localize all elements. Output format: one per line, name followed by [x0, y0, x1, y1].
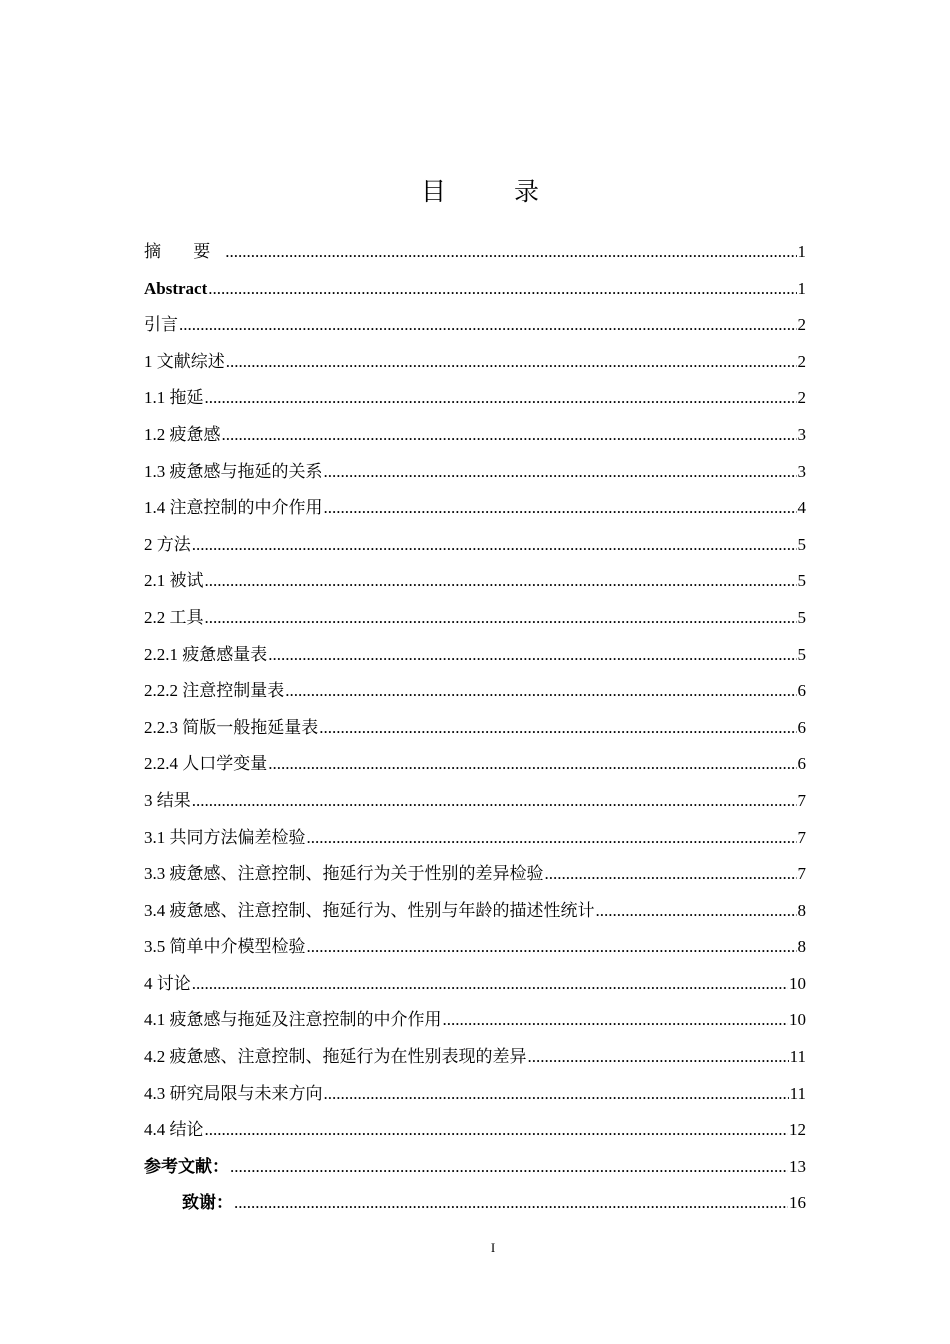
- toc-entry-page-number: 2: [797, 388, 806, 408]
- toc-entry-label: 3.5 简单中介模型检验: [144, 937, 306, 957]
- toc-entry-page-number: 5: [797, 571, 806, 591]
- toc-entry[interactable]: [144, 1002, 806, 1039]
- toc-entry[interactable]: [144, 490, 806, 527]
- toc-entry[interactable]: [144, 820, 806, 857]
- toc-entry-label: 3 结果: [144, 790, 191, 810]
- toc-dot-leader: [230, 1149, 788, 1186]
- toc-entry-page-number: 3: [797, 424, 806, 444]
- toc-entry-page-number: 7: [797, 827, 806, 847]
- toc-entry-label: 2.2.1 疲惫感量表: [144, 644, 268, 664]
- toc-entry[interactable]: [144, 454, 806, 491]
- toc-entry[interactable]: [144, 1149, 806, 1186]
- toc-entry[interactable]: [144, 600, 806, 637]
- toc-entry-page-number: 6: [797, 681, 806, 701]
- toc-entry-page-number: 11: [789, 1047, 806, 1067]
- toc-dot-leader: [319, 710, 796, 747]
- toc-entry-label: 1.4 注意控制的中介作用: [144, 498, 323, 518]
- toc-entry[interactable]: [144, 856, 806, 893]
- toc-dot-leader: [205, 1112, 789, 1149]
- toc-entry-page-number: 5: [797, 607, 806, 627]
- toc-entry-label: 3.1 共同方法偏差检验: [144, 827, 306, 847]
- toc-dot-leader: [268, 746, 796, 783]
- toc-dot-leader: [307, 820, 797, 857]
- toc-entry-label: 1 文献综述: [144, 351, 225, 371]
- toc-dot-leader: [179, 307, 797, 344]
- toc-entry-page-number: 6: [797, 754, 806, 774]
- toc-entry[interactable]: [144, 783, 806, 820]
- toc-entry[interactable]: [144, 1076, 806, 1113]
- toc-dot-leader: [234, 1185, 788, 1222]
- toc-entry-label: 引言: [144, 315, 178, 335]
- toc-entry[interactable]: [144, 637, 806, 674]
- toc-entry[interactable]: [144, 234, 806, 271]
- toc-entry[interactable]: [144, 893, 806, 930]
- toc-dot-leader: [285, 673, 796, 710]
- toc-entry-label: 1.1 拖延: [144, 388, 204, 408]
- toc-entry-label: 摘 要: [144, 242, 225, 261]
- toc-entry-page-number: 13: [789, 1156, 806, 1176]
- toc-entry-label: 2.2 工具: [144, 607, 204, 627]
- toc-entry-page-number: 12: [789, 1120, 806, 1140]
- toc-entry-label: 参考文献：: [144, 1156, 229, 1176]
- toc-entry-page-number: 11: [789, 1083, 806, 1103]
- toc-entry-page-number: 1: [797, 242, 806, 261]
- toc-entry-label: 1.3 疲惫感与拖延的关系: [144, 461, 323, 481]
- toc-entry-label: 4.3 研究局限与未来方向: [144, 1083, 323, 1103]
- toc-dot-leader: [192, 966, 788, 1003]
- toc-entry-page-number: 16: [789, 1193, 806, 1213]
- toc-entry-page-number: 3: [797, 461, 806, 481]
- toc-entry-page-number: 4: [797, 498, 806, 518]
- toc-dot-leader: [528, 1039, 789, 1076]
- page-title: 目 录: [421, 177, 569, 206]
- toc-entry-page-number: 1: [797, 278, 806, 298]
- toc-dot-leader: [268, 637, 796, 674]
- toc-dot-leader: [192, 527, 797, 564]
- toc-dot-leader: [307, 929, 797, 966]
- toc-entry[interactable]: [144, 1112, 806, 1149]
- toc-entry[interactable]: [144, 710, 806, 747]
- toc-dot-leader: [225, 234, 796, 271]
- toc-entry-page-number: 5: [797, 644, 806, 664]
- toc-dot-leader: [226, 344, 797, 381]
- toc-dot-leader: [205, 380, 797, 417]
- toc-entry-label: 4.2 疲惫感、注意控制、拖延行为在性别表现的差异: [144, 1047, 527, 1067]
- toc-dot-leader: [324, 454, 797, 491]
- toc-entry-label: 4.4 结论: [144, 1120, 204, 1140]
- toc-entry-page-number: 8: [797, 900, 806, 920]
- footer-page-number: I: [490, 1240, 496, 1255]
- toc-entry-page-number: 2: [797, 351, 806, 371]
- toc-entry-page-number: 5: [797, 534, 806, 554]
- toc-dot-leader: [596, 893, 797, 930]
- toc-dot-leader: [222, 417, 797, 454]
- toc-entry[interactable]: [144, 673, 806, 710]
- toc-entry-label: 致谢：: [182, 1193, 233, 1213]
- toc-entry-label: Abstract: [144, 278, 208, 298]
- toc-entry-label: 3.4 疲惫感、注意控制、拖延行为、性别与年龄的描述性统计: [144, 900, 595, 920]
- toc-entry-page-number: 10: [789, 1010, 806, 1030]
- toc-entry[interactable]: [144, 1185, 806, 1222]
- toc-dot-leader: [324, 1076, 789, 1113]
- toc-entry-page-number: 7: [797, 864, 806, 884]
- toc-entry[interactable]: [144, 271, 806, 308]
- toc-entry-label: 4.1 疲惫感与拖延及注意控制的中介作用: [144, 1010, 442, 1030]
- toc-entry-label: 2 方法: [144, 534, 191, 554]
- toc-dot-leader: [443, 1002, 789, 1039]
- toc-entry-page-number: 7: [797, 790, 806, 810]
- toc-entry-page-number: 8: [797, 937, 806, 957]
- toc-dot-leader: [205, 563, 797, 600]
- toc-entry-page-number: 6: [797, 717, 806, 737]
- toc-entry-label: 1.2 疲惫感: [144, 424, 221, 444]
- toc-entry-label: 2.1 被试: [144, 571, 204, 591]
- toc-entry-page-number: 10: [789, 973, 806, 993]
- toc-dot-leader: [545, 856, 797, 893]
- toc-entry[interactable]: [144, 307, 806, 344]
- toc-entry-label: 2.2.3 简版一般拖延量表: [144, 717, 319, 737]
- toc-dot-leader: [205, 600, 797, 637]
- toc-dot-leader: [324, 490, 797, 527]
- toc-entry-label: 2.2.2 注意控制量表: [144, 681, 285, 701]
- toc-entry[interactable]: [144, 746, 806, 783]
- toc-entry[interactable]: [144, 380, 806, 417]
- toc-entry[interactable]: [144, 527, 806, 564]
- toc-entry-page-number: 2: [797, 315, 806, 335]
- toc-entry[interactable]: [144, 563, 806, 600]
- toc-dot-leader: [208, 271, 796, 308]
- toc-entry[interactable]: [144, 966, 806, 1003]
- toc-entry[interactable]: [144, 929, 806, 966]
- toc-entry-label: 2.2.4 人口学变量: [144, 754, 268, 774]
- table-of-contents: [144, 234, 806, 1222]
- toc-entry[interactable]: [144, 1039, 806, 1076]
- toc-entry[interactable]: [144, 417, 806, 454]
- toc-entry-label: 3.3 疲惫感、注意控制、拖延行为关于性别的差异检验: [144, 864, 544, 884]
- toc-entry-label: 4 讨论: [144, 973, 191, 993]
- toc-dot-leader: [192, 783, 797, 820]
- toc-entry[interactable]: [144, 344, 806, 381]
